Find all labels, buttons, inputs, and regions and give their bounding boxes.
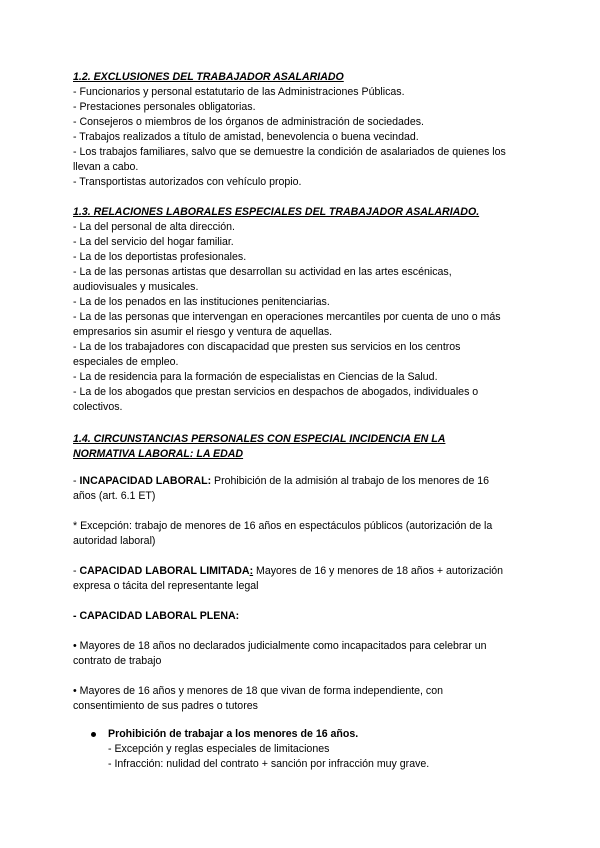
section-heading-exclusiones: 1.2. EXCLUSIONES DEL TRABAJADOR ASALARIADO xyxy=(73,71,344,83)
list-item: especiales de empleo. xyxy=(73,356,179,368)
list-item: audiovisuales y musicales. xyxy=(73,281,199,293)
plena-item-1 xyxy=(73,639,533,669)
dash-prefix: - xyxy=(73,565,80,577)
limitada-line1 xyxy=(73,564,533,579)
incapacidad-label: INCAPACIDAD LABORAL: xyxy=(79,475,212,487)
list-item: - La de residencia para la formación de especialistas en Ciencias de la Salud. xyxy=(73,371,438,383)
list-item: - Transportistas autorizados con vehículo propio. xyxy=(73,176,302,188)
list-item: - La de los abogados que prestan servicios en despachos de abogados, individuales o xyxy=(73,386,479,398)
list-item: llevan a cabo. xyxy=(73,161,139,173)
excepcion-paragraph xyxy=(73,519,533,549)
list-item: - Funcionarios y personal estatutario de las Administraciones Públicas. xyxy=(73,86,405,98)
incapacidad-line2: años (art. 6.1 ET) xyxy=(73,490,156,502)
section-heading-circunstancias: 1.4. CIRCUNSTANCIAS PERSONALES CON ESPECIAL INCIDENCIA EN LA xyxy=(73,433,446,445)
list-item: - La de las personas que intervengan en operaciones mercantiles por cuenta de uno o más xyxy=(73,311,501,323)
bullet-title: Prohibición de trabajar a los menores de 16 años. xyxy=(108,728,359,740)
list-item: - La de las personas artistas que desarrollan su actividad en las artes escénicas, xyxy=(73,266,452,278)
list-item: - La de los trabajadores con discapacidad que presten sus servicios en los centros xyxy=(73,341,461,353)
list-item: empresarios sin asumir el riesgo y ventura de aquellas. xyxy=(73,326,333,338)
section-heading-circunstancias-line2: NORMATIVA LABORAL: LA EDAD xyxy=(73,448,244,460)
list-item: - Consejeros o miembros de los órganos de administración de sociedades. xyxy=(73,116,424,128)
dash-prefix: - xyxy=(73,475,80,487)
limitada-paragraph xyxy=(73,564,533,594)
list-item: - Los trabajos familiares, salvo que se demuestre la condición de asalariados de quienes los xyxy=(73,146,506,158)
list-item: - Prestaciones personales obligatorias. xyxy=(73,101,256,113)
document-content xyxy=(73,70,533,714)
incapacidad-paragraph xyxy=(73,474,533,504)
plena-item-2-line1: • Mayores de 16 años y menores de 18 que vivan de forma independiente, con xyxy=(73,685,444,697)
bullet-sub-2: - Infracción: nulidad del contrato + sanción por infracción muy grave. xyxy=(108,758,430,770)
exclusiones-list xyxy=(73,85,533,190)
bullet-dot-icon xyxy=(91,732,96,737)
incapacidad-text: Prohibición de la admisión al trabajo de los menores de 16 xyxy=(211,475,490,487)
list-item: - Trabajos realizados a título de amistad, benevolencia o buena vecindad. xyxy=(73,131,419,143)
excepcion-line2: autoridad laboral) xyxy=(73,535,156,547)
section-heading-relaciones: 1.3. RELACIONES LABORALES ESPECIALES DEL TRABAJADOR ASALARIADO. xyxy=(73,206,480,218)
bullet-sub-1: - Excepción y reglas especiales de limitaciones xyxy=(108,743,330,755)
plena-item-2 xyxy=(73,684,533,714)
bullet-item xyxy=(91,727,511,772)
list-item: - La de los deportistas profesionales. xyxy=(73,251,247,263)
bullet-content xyxy=(108,727,429,772)
excepcion-line1: * Excepción: trabajo de menores de 16 años en espectáculos públicos (autorización de la xyxy=(73,520,493,532)
list-item: - La del servicio del hogar familiar. xyxy=(73,236,234,248)
list-item: colectivos. xyxy=(73,401,123,413)
list-item: - La del personal de alta dirección. xyxy=(73,221,235,233)
incapacidad-line1 xyxy=(73,474,533,489)
limitada-colon: : xyxy=(249,565,254,577)
plena-item-1-line2: contrato de trabajo xyxy=(73,655,162,667)
limitada-text: Mayores de 16 y menores de 18 años + autorización xyxy=(253,565,504,577)
limitada-line2: expresa o tácita del representante legal xyxy=(73,580,259,592)
plena-label: - CAPACIDAD LABORAL PLENA: xyxy=(73,610,240,622)
limitada-label: CAPACIDAD LABORAL LIMITADA xyxy=(79,565,250,577)
bullet-block xyxy=(91,727,511,772)
plena-item-2-line2: consentimiento de sus padres o tutores xyxy=(73,700,258,712)
list-item: - La de los penados en las instituciones penitenciarias. xyxy=(73,296,330,308)
plena-item-1-line1: • Mayores de 18 años no declarados judicialmente como incapacitados para celebrar un xyxy=(73,640,487,652)
relaciones-list xyxy=(73,220,533,415)
